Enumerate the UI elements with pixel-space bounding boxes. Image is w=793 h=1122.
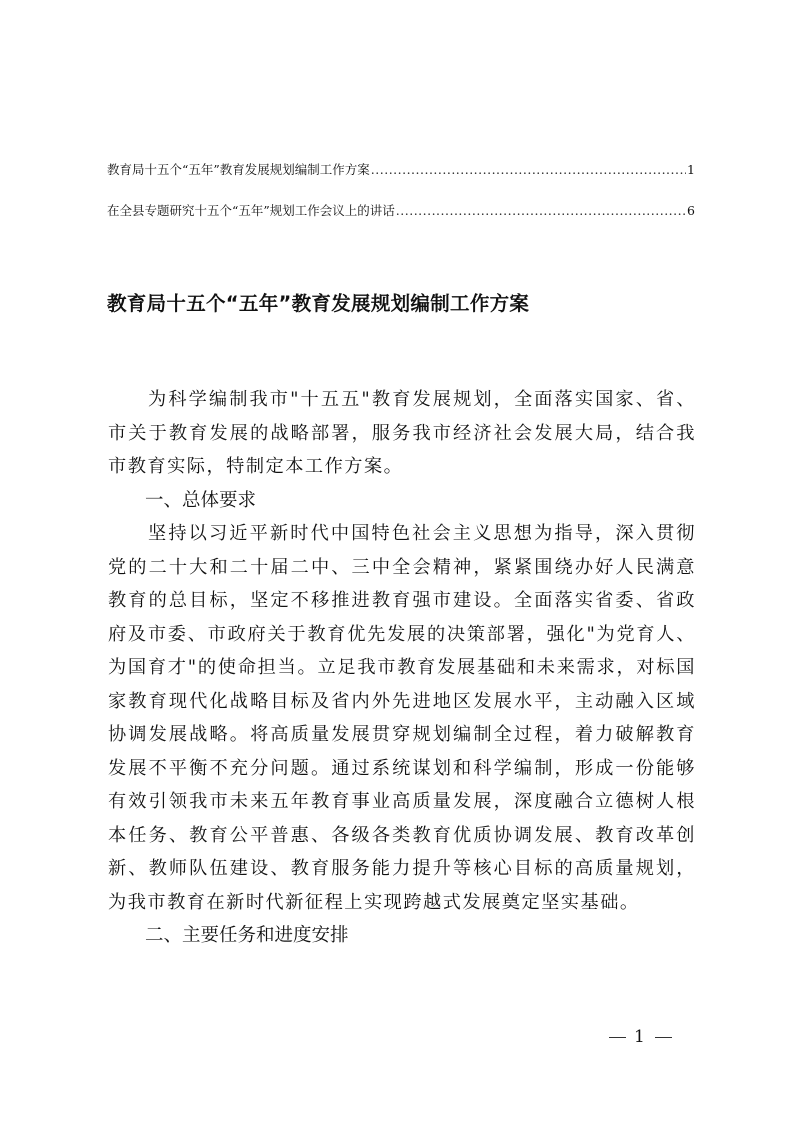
- document-body: [108, 383, 696, 953]
- section-heading: 二、主要任务和进度安排: [145, 925, 349, 946]
- dash-right: [655, 1037, 672, 1038]
- document-title: 教育局十五个“五年”教育发展规划编制工作方案: [107, 292, 530, 315]
- table-of-contents: [107, 160, 695, 242]
- toc-entry-title[interactable]: 在全县专题研究十五个“五年”规划工作会议上的讲话: [107, 203, 395, 218]
- toc-entry-page[interactable]: 1: [687, 162, 695, 177]
- toc-leader-dots: [396, 201, 686, 221]
- intro-paragraph: 为科学编制我市"十五五"教育发展规划，全面落实国家、省、市关于教育发展的战略部署，服务我市经济社会发展大局，结合我市教育实际，特制定本工作方案。: [108, 389, 696, 477]
- toc-entry-title[interactable]: 教育局十五个“五年”教育发展规划编制工作方案: [107, 162, 370, 177]
- page-number-value: 1: [634, 1027, 647, 1047]
- toc-entry[interactable]: [107, 201, 695, 242]
- section-heading: 一、总体要求: [145, 489, 257, 511]
- toc-entry[interactable]: [107, 160, 695, 201]
- section-paragraph: 坚持以习近平新时代中国特色社会主义思想为指导，深入贯彻党的二十大和二十届二中、三中全会精神，紧紧围绕办好人民满意教育的总目标，坚定不移推进教育强市建设。全面落实省委、省政府及市委、市政府关于教育优先发展的决策部署，强化"为党育人、为国育才"的使命担当。立足我市教育发展基础和未来需求，对标国家教育现代化战略目标及省内外先进地区发展水平，主动融入区域协调发展战略。将高质量发展贯穿规划编制全过程，着力破解教育发展不平衡不充分问题。通过系统谋划和科学编制，形成一份能够有效引领我市未来五年教育事业高质量发展，深度融合立德树人根本任务、教育公平普惠、各级各类教育优质协调发展、教育改革创新、教师队伍建设、教育服务能力提升等核心目标的高质量规划，为我市教育在新时代新征程上实现跨越式发展奠定坚实基础。: [108, 523, 696, 913]
- page-number: [601, 1027, 680, 1047]
- dash-left: [609, 1037, 626, 1038]
- toc-leader-dots: [371, 160, 686, 180]
- toc-entry-page[interactable]: 6: [687, 203, 695, 218]
